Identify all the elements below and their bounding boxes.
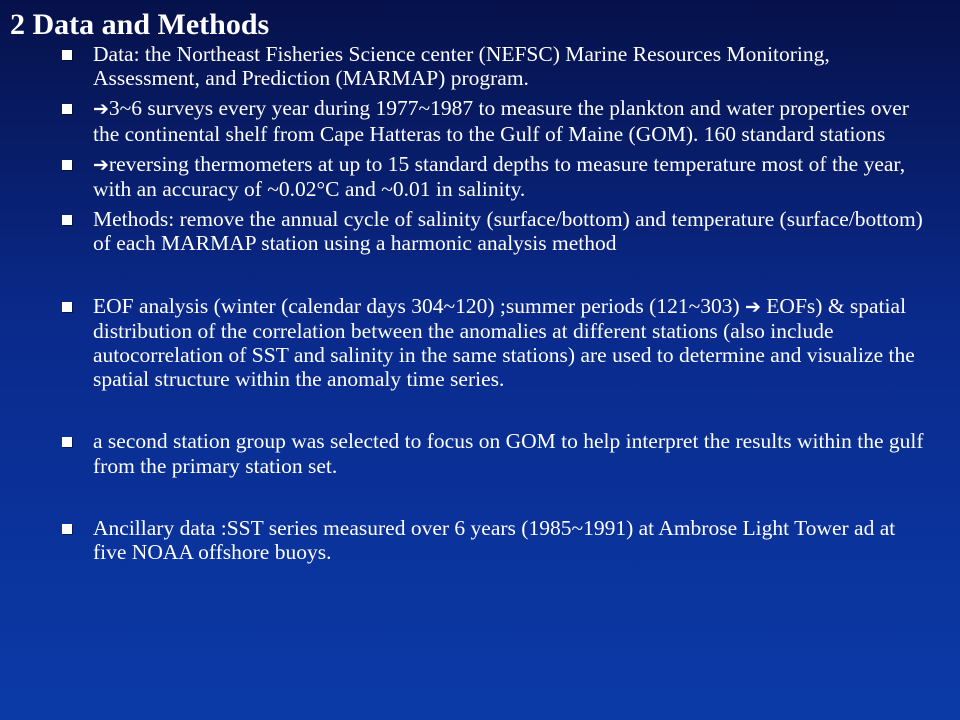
square-bullet-icon xyxy=(62,104,72,114)
bullet-text: Data: the Northeast Fisheries Science center (NEFSC) Marine Resources Monitoring, Assessment, and Prediction (MARMAP) program. xyxy=(93,42,830,91)
square-bullet-icon xyxy=(62,160,72,170)
square-bullet-icon xyxy=(62,50,72,60)
bullet-list xyxy=(60,42,930,570)
bullet-text-before-arrow: EOF analysis (winter (calendar days 304~120) ;summer periods (121~303) xyxy=(93,293,745,318)
square-bullet-icon xyxy=(62,302,72,312)
arrow-right-icon: ➔ xyxy=(93,98,109,121)
square-bullet-icon xyxy=(62,215,72,225)
square-bullet-icon xyxy=(62,524,72,534)
bullet-text: a second station group was selected to focus on GOM to help interpret the results within the gulf from the primary station set. xyxy=(93,429,924,478)
bullet-data-source xyxy=(60,42,930,90)
bullet-methods xyxy=(60,207,930,255)
bullet-text-after-arrow: EOFs) & spatial distribution of the correlation between the anomalies at different stations (also include autocorrelation of SST and salinity in the same stations) are used to determine and visualize the spatial structure within the anomaly time series. xyxy=(93,293,915,392)
bullet-surveys xyxy=(60,96,930,145)
bullet-ancillary-data xyxy=(60,516,930,564)
bullet-text: Methods: remove the annual cycle of salinity (surface/bottom) and temperature (surface/bottom) of each MARMAP station using a harmonic analysis method xyxy=(93,207,923,256)
bullet-second-station-group xyxy=(60,429,930,477)
arrow-right-icon: ➔ xyxy=(93,153,109,176)
arrow-right-icon: ➔ xyxy=(745,295,761,318)
square-bullet-icon xyxy=(62,437,72,447)
bullet-thermometers xyxy=(60,152,930,201)
slide-title: 2 Data and Methods xyxy=(10,8,270,41)
bullet-text: Ancillary data :SST series measured over 6 years (1985~1991) at Ambrose Light Tower ad at five NOAA offshore buoys. xyxy=(93,515,896,565)
bullet-text: 3~6 surveys every year during 1977~1987 to measure the plankton and water properties over the continental shelf from Cape Hatteras to the Gulf of Maine (GOM). 160 standard stations xyxy=(93,96,909,146)
bullet-text: reversing thermometers at up to 15 standard depths to measure temperature most of the year, with an accuracy of ~0.02°C and ~0.01 in salinity. xyxy=(93,151,906,202)
bullet-eof-analysis xyxy=(60,294,930,392)
